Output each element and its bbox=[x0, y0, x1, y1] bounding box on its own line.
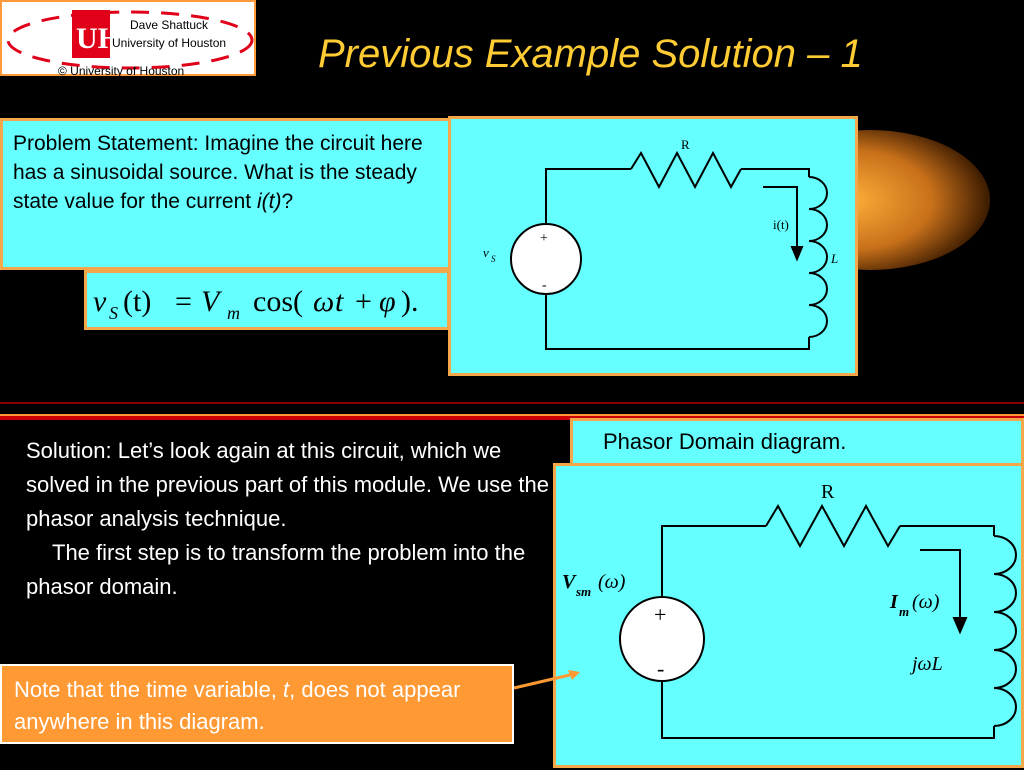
svg-text:I: I bbox=[890, 591, 898, 613]
phasor-title: Phasor Domain diagram. bbox=[570, 418, 1024, 468]
inductor-symbol bbox=[994, 536, 1016, 726]
logo-name: Dave Shattuck bbox=[130, 18, 209, 32]
equation-box bbox=[84, 270, 450, 330]
wire bbox=[546, 169, 631, 229]
current-label: i(t) bbox=[773, 217, 789, 232]
wire bbox=[900, 526, 994, 536]
equation bbox=[87, 273, 447, 327]
phasor-circuit-diagram bbox=[556, 466, 1021, 765]
svg-text:=: = bbox=[175, 285, 192, 318]
divider-line bbox=[0, 402, 1024, 404]
svg-text:-: - bbox=[657, 656, 665, 681]
solution-text bbox=[26, 434, 556, 604]
problem-text: Problem Statement: Imagine the circuit here has a sinusoidal source. What is the steady state value for the current bbox=[13, 132, 423, 213]
svg-text:t: t bbox=[335, 285, 344, 318]
note-box bbox=[0, 664, 514, 744]
logo-copyright: © University of Houston bbox=[58, 64, 185, 78]
svg-text:φ: φ bbox=[379, 285, 396, 318]
circuit-diagram bbox=[451, 119, 855, 373]
page-title: Previous Example Solution – 1 bbox=[318, 32, 863, 76]
resistor-symbol bbox=[631, 153, 741, 187]
svg-text:V: V bbox=[201, 285, 220, 318]
svg-text:UH: UH bbox=[76, 22, 121, 55]
resistor-label: R bbox=[821, 481, 835, 503]
svg-text:m: m bbox=[899, 604, 910, 619]
phasor-domain-circuit bbox=[553, 463, 1024, 768]
inductor-symbol bbox=[809, 177, 827, 337]
note-text: Note that the time variable, bbox=[14, 677, 284, 702]
svg-text:S: S bbox=[109, 303, 118, 323]
note-arrow bbox=[510, 664, 590, 694]
wire bbox=[741, 169, 809, 177]
inductor-label: jωL bbox=[912, 653, 943, 675]
resistor-label: R bbox=[681, 137, 690, 152]
logo-box bbox=[0, 0, 256, 76]
svg-text:m: m bbox=[227, 303, 240, 323]
svg-text:S: S bbox=[491, 254, 496, 264]
solution-paragraph-1: Solution: Let’s look again at this circuit, which we solved in the previous part of this module. We use the phasor analysis technique. bbox=[26, 438, 549, 531]
logo-university: University of Houston bbox=[112, 36, 227, 50]
svg-text:ω: ω bbox=[313, 285, 335, 318]
problem-statement bbox=[0, 118, 452, 270]
solution-paragraph-2: The first step is to transform the problem into the phasor domain. bbox=[26, 540, 526, 599]
wire bbox=[662, 526, 766, 606]
svg-text:(t): (t) bbox=[123, 285, 152, 318]
svg-text:).: ). bbox=[401, 285, 419, 318]
current-arrow bbox=[920, 550, 960, 626]
svg-text:(ω): (ω) bbox=[912, 591, 940, 613]
svg-text:v: v bbox=[93, 285, 107, 318]
svg-text:+: + bbox=[654, 602, 667, 627]
svg-text:-: - bbox=[542, 278, 547, 293]
note-time-symbol: t bbox=[283, 677, 290, 702]
wire bbox=[546, 289, 809, 349]
svg-text:+: + bbox=[355, 285, 372, 318]
svg-text:sm: sm bbox=[576, 584, 592, 599]
svg-text:cos(: cos( bbox=[253, 285, 303, 318]
svg-text:+: + bbox=[540, 231, 548, 246]
svg-text:(ω): (ω) bbox=[598, 571, 626, 593]
wire bbox=[662, 672, 994, 738]
problem-current-symbol: i(t) bbox=[256, 190, 282, 213]
svg-text:v: v bbox=[483, 245, 489, 260]
svg-text:V: V bbox=[562, 571, 576, 593]
inductor-label: L bbox=[831, 251, 839, 266]
note-end: , does not appear anywhere in this diagram. bbox=[14, 677, 461, 734]
resistor-symbol bbox=[766, 506, 900, 546]
problem-end: ? bbox=[281, 190, 294, 213]
time-domain-circuit bbox=[448, 116, 858, 376]
